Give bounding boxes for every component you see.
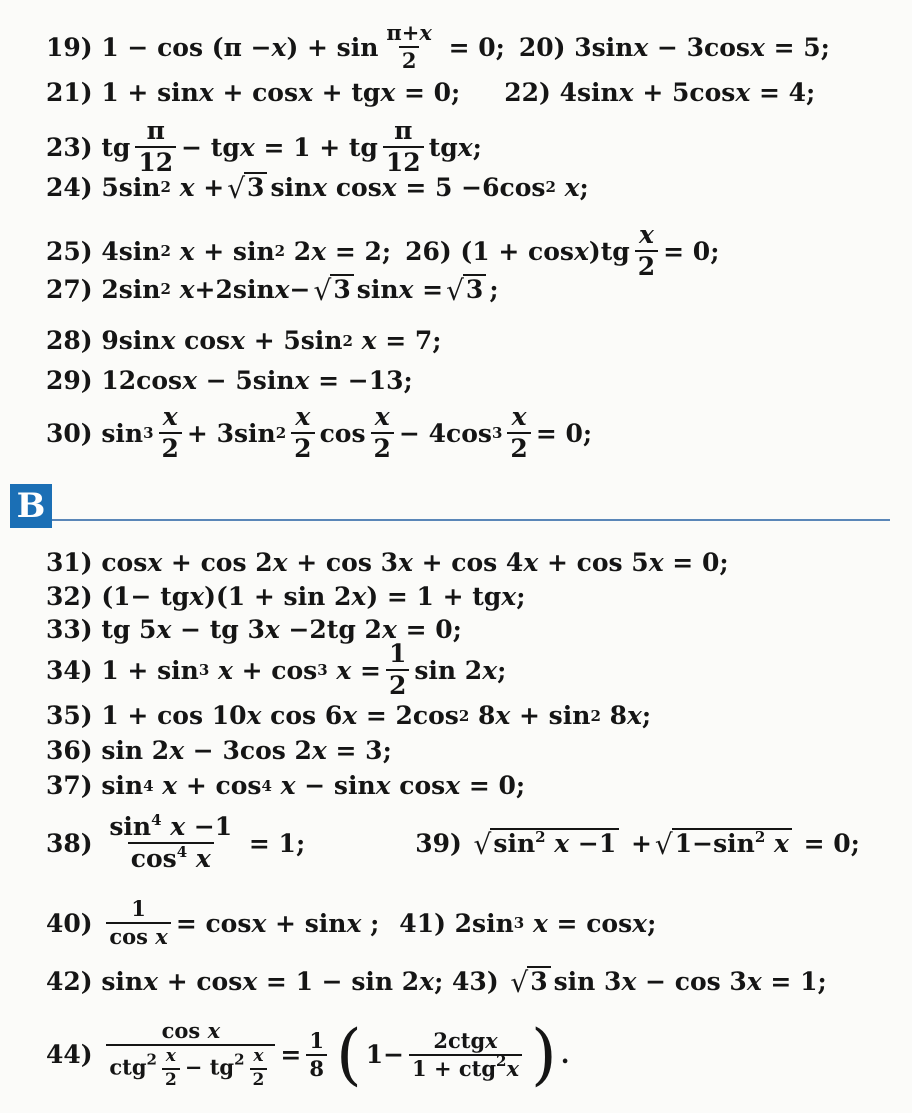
- fraction: $\frac{1}{\text{cos x}}$: [106, 898, 170, 948]
- fraction: $\frac{1}{2}$: [386, 641, 409, 700]
- problem-number: 31: [46, 548, 81, 577]
- fraction: $\frac{\pi+x}{2}$: [386, 20, 432, 74]
- problem-number: 21: [46, 78, 81, 107]
- problem-row-33: 33 ) tg 5 x − tg 3 x −2tg 2 x = 0;: [46, 615, 462, 644]
- problem-row-24: 24 ) 5sin 2 x + √ 3 sin x cos x = 5 −6cos 2 x ;: [46, 171, 589, 205]
- problem-number: 25: [46, 236, 81, 266]
- problem-number: 28: [46, 326, 81, 355]
- problem-number: 38: [46, 828, 81, 858]
- section-divider: [52, 519, 890, 521]
- square-root: √ 3: [510, 966, 550, 997]
- problem-number: 33: [46, 615, 81, 644]
- problem-number: 24: [46, 172, 81, 202]
- problem-row-25-26: 25 ) 4sin 2 x + sin 2 2 x = 2; 26 ) (1 + cos x )tg $\frac{x}{2}$ = 0;: [46, 220, 720, 282]
- fraction: $\frac{\pi}{12}$: [135, 118, 176, 177]
- problem-number: 19: [46, 32, 81, 62]
- left-paren: (: [335, 1015, 362, 1093]
- problem-number: 39: [415, 828, 450, 858]
- problem-number: 35: [46, 701, 81, 730]
- fraction: cos x ctg$^2$ $\frac{x}{2}$ − $tg^2$ $\frac{x}{2}$: [106, 1020, 275, 1090]
- problem-number: 23: [46, 132, 81, 162]
- square-root: √ 3: [227, 172, 267, 203]
- problem-number: 41: [399, 908, 435, 938]
- square-root: √ 3: [446, 274, 486, 305]
- problem-row-28: 28 ) 9sin x cos x + 5sin 2 x = 7;: [46, 326, 442, 355]
- square-root: √ $1-\sin^2$ x: [655, 828, 792, 859]
- square-root: √ 3: [314, 274, 354, 305]
- section-badge: B: [10, 484, 52, 528]
- problem-row-40-41: 40 ) $\frac{1}{\text{cos x}}$ = cos x + sin x ; 41 ) 2sin 3 x = cos x ;: [46, 896, 657, 950]
- problem-number: 30: [46, 418, 81, 448]
- problem-number: 37: [46, 771, 81, 800]
- square-root: √ $\sin^2 x -1$: [474, 828, 620, 859]
- problem-number: 34: [46, 655, 81, 685]
- fraction: $\frac{\pi}{12}$: [383, 118, 424, 177]
- problem-row-27: 27 ) 2sin 2 x +2sin x − √ 3 sin x = √ 3 ;: [46, 273, 499, 307]
- problem-number: 43: [452, 966, 487, 996]
- problem-number: 42: [46, 966, 81, 996]
- problem-number: 29: [46, 366, 81, 395]
- fraction: $\frac{\sin^4 x -1}{\cos^4 x}$: [109, 811, 233, 874]
- problem-row-35: 35 ) 1 + cos 10 x cos 6 x = 2cos 2 8 x + sin 2 8 x ;: [46, 701, 652, 730]
- right-paren: ): [531, 1015, 557, 1093]
- fraction: $\frac{x}{2}$: [507, 404, 530, 463]
- problem-number: 44: [46, 1040, 81, 1070]
- problem-number: 22: [504, 78, 540, 107]
- problem-row-36: 36 ) sin 2 x − 3cos 2 x = 3;: [46, 736, 392, 765]
- problem-row-38-39: 38 ) $\frac{\sin^4 x -1}{\cos^4 x}$ = 1; 39 ) √ $\sin^2 x -1$ + √ $1-\sin^2$ x = 0;: [46, 811, 860, 874]
- problem-row-37: 37 ) sin 4 x + cos 4 x − sin x cos x = 0;: [46, 771, 526, 800]
- fraction: $\frac{\text{2ctgx}}{1 + ctg^2x}$: [409, 1030, 522, 1080]
- problem-row-19-20: 19 ) 1 − cos (π − x ) + sin $\frac{\pi+x}{2}$ = 0; 20 ) 3sin x − 3cos x = 5;: [46, 20, 830, 74]
- fraction: $\frac{x}{2}$: [291, 404, 314, 463]
- problem-number: 36: [46, 736, 81, 765]
- problem-row-21-22: 21 ) 1 + sin x + cos x + tg x = 0; 22 ) 4sin x + 5cos x = 4;: [46, 78, 816, 107]
- fraction: $\frac{1}{8}$: [306, 1030, 327, 1080]
- problem-number: 40: [46, 908, 81, 938]
- problem-number: 26: [405, 236, 440, 266]
- fraction: $\frac{x}{2}$: [371, 404, 394, 463]
- problem-row-30: 30 ) sin 3 $\frac{x}{2}$ + 3sin 2 $\frac{x}{2}$ cos $\frac{x}{2}$ − 4cos 3 $\frac{x}{2}$ = 0;: [46, 402, 593, 464]
- problem-row-23: 23 ) tg $\frac{\pi}{12}$ − tg x = 1 + tg $\frac{\pi}{12}$ tg x ;: [46, 116, 482, 178]
- problem-row-44: 44 ) cos x ctg$^2$ $\frac{x}{2}$ − $tg^2$ $\frac{x}{2}$ = $\frac{1}{8}$ ( 1− $\frac{\text{2ctgx}}{1 + ctg^2x}$ ) .: [46, 1015, 570, 1093]
- problem-row-32: 32 ) (1− tg x )(1 + sin 2 x ) = 1 + tg x ;: [46, 582, 526, 611]
- problem-number: 32: [46, 582, 81, 611]
- problem-row-42-43: 42 ) sin x + cos x = 1 − sin 2 x ; 43 ) √ 3 sin 3 x − cos 3 x = 1;: [46, 965, 827, 999]
- problem-number: 20: [518, 32, 554, 62]
- problem-row-29: 29 ) 12cos x − 5sin x = −13;: [46, 366, 413, 395]
- problem-row-34: 34 ) 1 + sin 3 x + cos 3 x = $\frac{1}{2}$ sin 2 x ;: [46, 639, 507, 701]
- fraction: $\frac{x}{2}$: [159, 404, 182, 463]
- problem-number: 27: [46, 274, 81, 304]
- problem-row-31: 31 ) cos x + cos 2 x + cos 3 x + cos 4 x + cos 5 x = 0;: [46, 548, 729, 577]
- fraction: $\frac{x}{2}$: [635, 222, 658, 281]
